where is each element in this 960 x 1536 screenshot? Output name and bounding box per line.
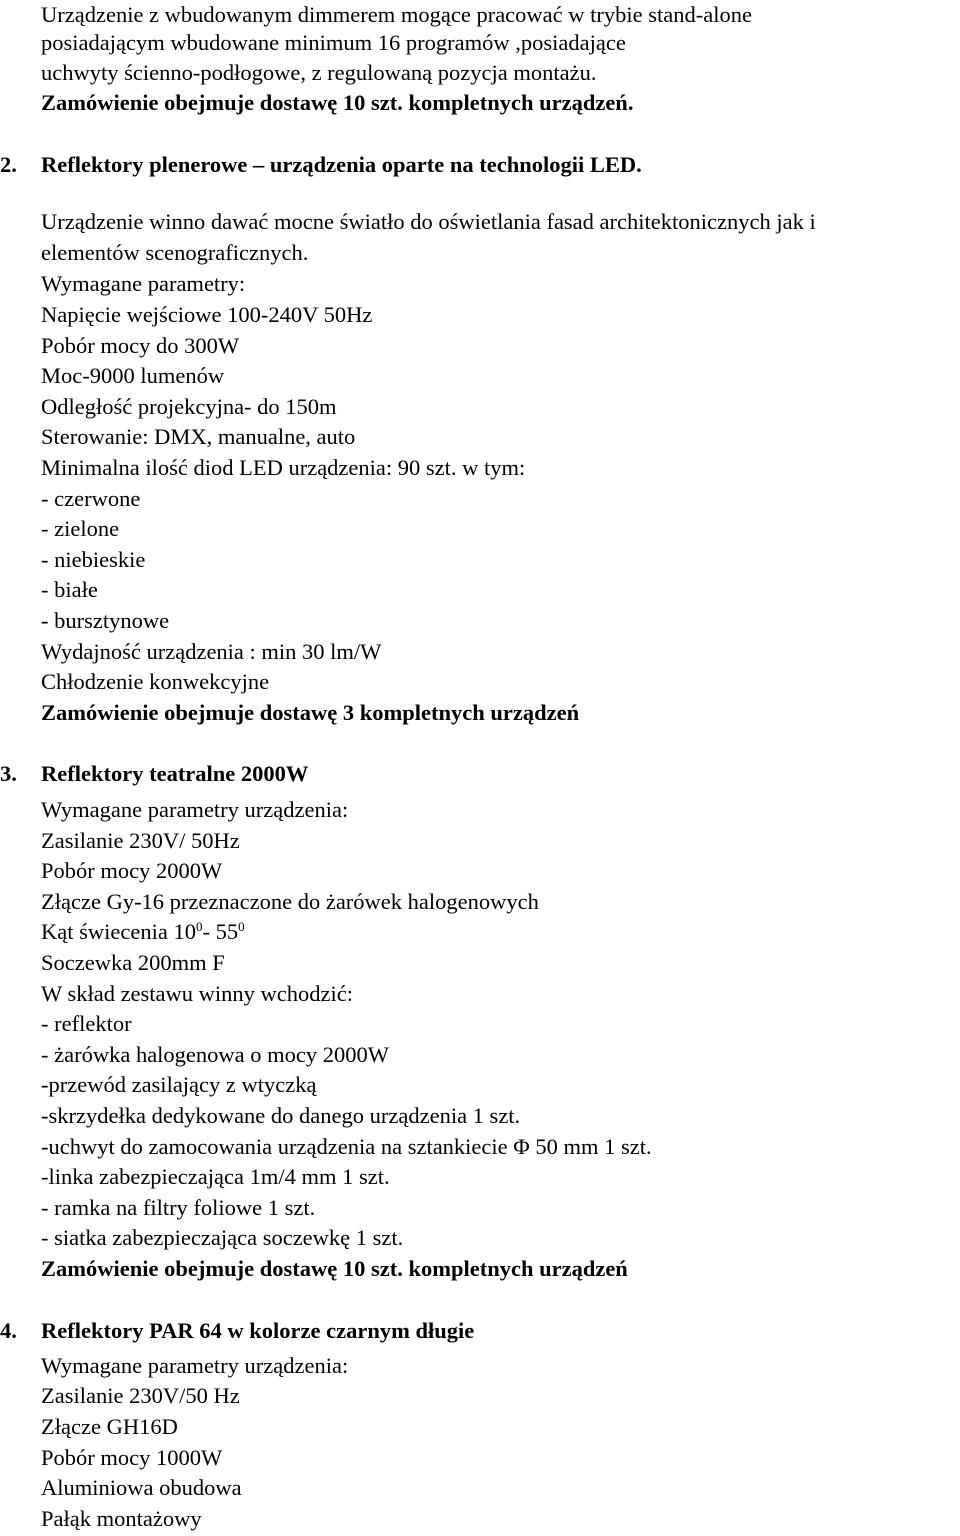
section-4-param: Wymagane parametry urządzenia:	[41, 1353, 349, 1378]
section-3-number: 3.	[0, 761, 17, 786]
angle-degree-sup: 0	[238, 919, 245, 934]
section-2-color-item: - zielone	[41, 516, 120, 541]
section-2-color-item: - białe	[41, 577, 98, 602]
section-3-set-item: - reflektor	[41, 1011, 132, 1036]
section-3-set-item: - żarówka halogenowa o mocy 2000W	[41, 1042, 390, 1067]
intro-line: Urządzenie z wbudowanym dimmerem mogące pracować w trybie stand-alone	[41, 2, 752, 27]
intro-order-line: Zamówienie obejmuje dostawę 10 szt. kompletnych urządzeń.	[41, 90, 634, 115]
angle-prefix: Kąt świecenia 10	[41, 919, 196, 944]
section-2-number: 2.	[0, 152, 17, 177]
section-2-color-item: - niebieskie	[41, 547, 146, 572]
section-2-param: Chłodzenie konwekcyjne	[41, 669, 270, 694]
section-4-title: Reflektory PAR 64 w kolorze czarnym długie	[41, 1318, 475, 1343]
section-3-param: Pobór mocy 2000W	[41, 858, 223, 883]
section-4-param: Zasilanie 230V/50 Hz	[41, 1383, 240, 1408]
section-3-set-item: -przewód zasilający z wtyczką	[41, 1072, 317, 1097]
section-4-param: Pałąk montażowy	[41, 1506, 202, 1531]
section-4-param: Aluminiowa obudowa	[41, 1475, 242, 1500]
section-4-param: Pobór mocy 1000W	[41, 1445, 223, 1470]
section-3-angle-line	[41, 917, 245, 947]
section-3-param: W skład zestawu winny wchodzić:	[41, 981, 354, 1006]
section-2-color-item: - bursztynowe	[41, 608, 170, 633]
section-3-set-item: -linka zabezpieczająca 1m/4 mm 1 szt.	[41, 1164, 390, 1189]
section-3-title: Reflektory teatralne 2000W	[41, 761, 309, 786]
section-4-number: 4.	[0, 1318, 17, 1343]
section-2-param: Sterowanie: DMX, manualne, auto	[41, 424, 356, 449]
section-2-param: Wydajność urządzenia : min 30 lm/W	[41, 639, 382, 664]
section-2-param: Pobór mocy do 300W	[41, 333, 240, 358]
section-3-param: Zasilanie 230V/ 50Hz	[41, 828, 240, 853]
section-2-order-line: Zamówienie obejmuje dostawę 3 kompletnych urządzeń	[41, 700, 580, 725]
section-4-heading	[0, 1316, 960, 1346]
angle-degree-sup: 0	[195, 919, 203, 934]
angle-middle: - 55	[202, 919, 239, 944]
section-2-param: Wymagane parametry:	[41, 271, 246, 296]
section-3-param: Wymagane parametry urządzenia:	[41, 797, 349, 822]
section-4-param: Złącze GH16D	[41, 1414, 178, 1439]
section-3-set-item: - ramka na filtry foliowe 1 szt.	[41, 1195, 316, 1220]
section-2-param: Moc-9000 lumenów	[41, 363, 225, 388]
section-2-title: Reflektory plenerowe – urządzenia oparte na technologii LED.	[41, 152, 642, 177]
section-3-param: Soczewka 200mm F	[41, 950, 225, 975]
section-2-color-item: - czerwone	[41, 486, 141, 511]
section-2-desc-line: elementów scenograficznych.	[41, 240, 309, 265]
section-3-param: Złącze Gy-16 przeznaczone do żarówek halogenowych	[41, 889, 539, 914]
section-2-desc-line: Urządzenie winno dawać mocne światło do oświetlania fasad architektonicznych jak i	[41, 209, 816, 234]
section-3-order-line: Zamówienie obejmuje dostawę 10 szt. kompletnych urządzeń	[41, 1256, 628, 1281]
section-3-set-item: - siatka zabezpieczająca soczewkę 1 szt.	[41, 1225, 404, 1250]
section-3-set-item: -uchwyt do zamocowania urządzenia na sztankiecie Φ 50 mm 1 szt.	[41, 1134, 652, 1159]
intro-line: uchwyty ścienno-podłogowe, z regulowaną pozycja montażu.	[41, 60, 597, 85]
intro-line: posiadającym wbudowane minimum 16 programów ,posiadające	[41, 30, 626, 55]
section-3-heading	[0, 759, 960, 789]
section-2-heading	[0, 150, 960, 180]
section-2-param: Napięcie wejściowe 100-240V 50Hz	[41, 302, 373, 327]
section-2-param: Minimalna ilość diod LED urządzenia: 90 szt. w tym:	[41, 455, 526, 480]
section-3-set-item: -skrzydełka dedykowane do danego urządzenia 1 szt.	[41, 1103, 521, 1128]
section-2-param: Odległość projekcyjna- do 150m	[41, 394, 337, 419]
